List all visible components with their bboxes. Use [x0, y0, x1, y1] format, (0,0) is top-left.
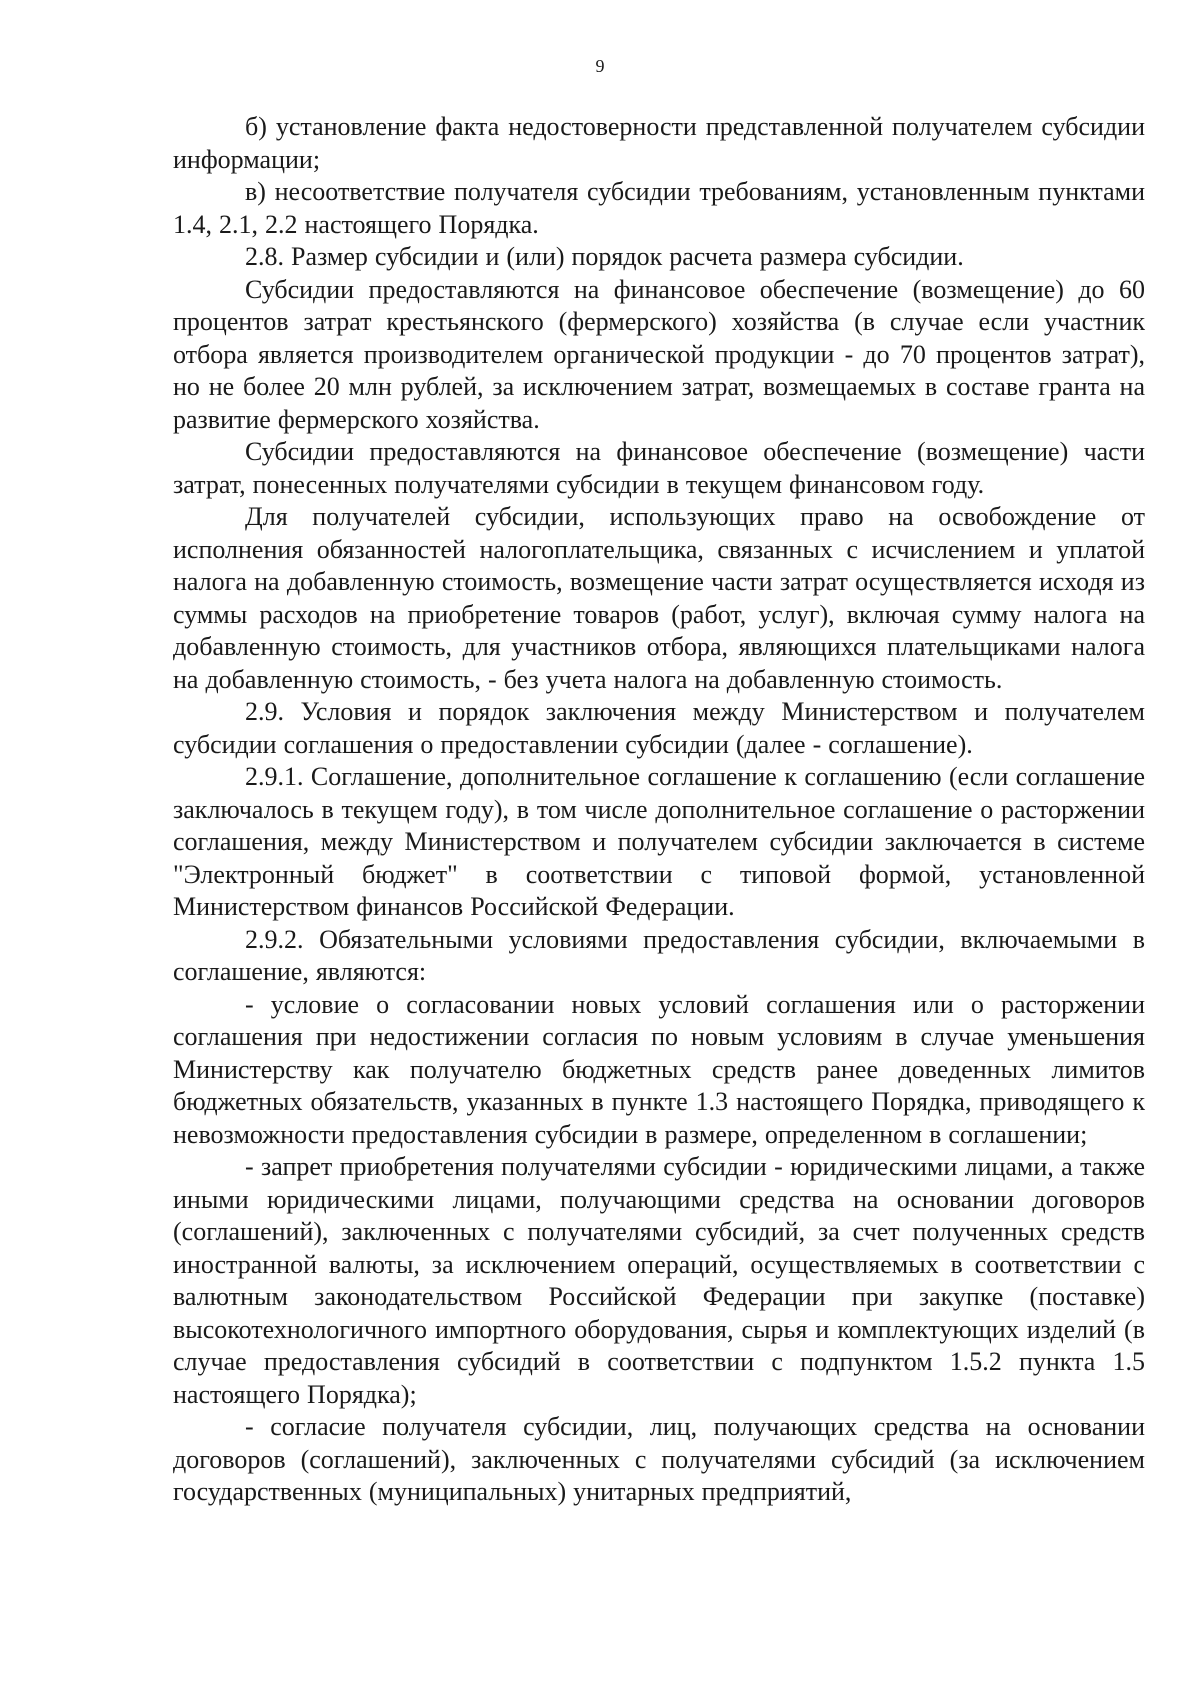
paragraph-item-v: в) несоответствие получателя субсидии требованиям, установленным пунктами 1.4, 2.1, 2.2 настоящего Порядка. — [173, 177, 1145, 239]
list-item-currency-prohibition: - запрет приобретения получателями субсидии - юридическими лицами, а также иными юридическими лицами, получающими средства на основании договоров (соглашений), заключенных с получателями субсидий, за счет полученных средств иностранной валюты, за исключением операций, осуществляемых в соответствии с валютным законодательством Российской Федерации при закупке (поставке) высокотехнологичного импортного оборудования, сырья и комплектующих изделий (в случае предоставления субсидий в соответствии с подпунктом 1.5.2 пункта 1.5 настоящего Порядка); — [173, 1152, 1145, 1409]
paragraph-2-9-2: 2.9.2. Обязательными условиями предоставления субсидии, включаемыми в соглашение, являются: — [173, 924, 1145, 986]
section-heading-2-8: 2.8. Размер субсидии и (или) порядок расчета размера субсидии. — [245, 242, 964, 271]
list-item-condition-agreement: - условие о согласовании новых условий соглашения или о расторжении соглашения при недостижении согласия по новым условиям в случае уменьшения Министерству как получателю бюджетных средств ранее доведенных лимитов бюджетных обязательств, указанных в пункте 1.3 настоящего Порядка, приводящего к невозможности предоставления субсидии в размере, определенном в соглашении; — [173, 989, 1145, 1149]
paragraph-vat-exemption: Для получателей субсидии, использующих право на освобождение от исполнения обязанностей налогоплательщика, связанных с исчислением и уплатой налога на добавленную стоимость, возмещение части затрат осуществляется исходя из суммы расходов на приобретение товаров (работ, услуг), включая сумму налога на добавленную стоимость, для участников отбора, являющихся плательщиками налога на добавленную стоимость, - без учета налога на добавленную стоимость. — [173, 502, 1145, 694]
paragraph-2-9-1: 2.9.1. Соглашение, дополнительное соглашение к соглашению (если соглашение заключалось в текущем году), в том числе дополнительное соглашение о расторжении соглашения, между Министерством и получателем субсидии заключается в системе "Электронный бюджет" в соответствии с типовой формой, установленной Министерством финансов Российской Федерации. — [173, 762, 1145, 921]
paragraph-subsidy-percent: Субсидии предоставляются на финансовое обеспечение (возмещение) до 60 процентов затрат крестьянского (фермерского) хозяйства (в случае если участник отбора является производителем органической продукции - до 70 процентов затрат), но не более 20 млн рублей, за исключением затрат, возмещаемых в составе гранта на развитие фермерского хозяйства. — [173, 274, 1145, 434]
section-heading-2-9: 2.9. Условия и порядок заключения между Министерством и получателем субсидии соглашения о предоставлении субсидии (далее - соглашение). — [173, 697, 1145, 759]
paragraph-item-b: б) установление факта недостоверности представленной получателем субсидии информации; — [173, 112, 1145, 174]
paragraph-subsidy-current-year: Субсидии предоставляются на финансовое обеспечение (возмещение) части затрат, понесенных получателями субсидии в текущем финансовом году. — [173, 437, 1145, 499]
document-body — [173, 111, 1145, 1509]
page-number: 9 — [595, 56, 605, 76]
list-item-recipient-consent: - согласие получателя субсидии, лиц, получающих средства на основании договоров (соглашений), заключенных с получателями субсидий (за исключением государственных (муниципальных) унитарных предприятий, — [173, 1412, 1145, 1506]
